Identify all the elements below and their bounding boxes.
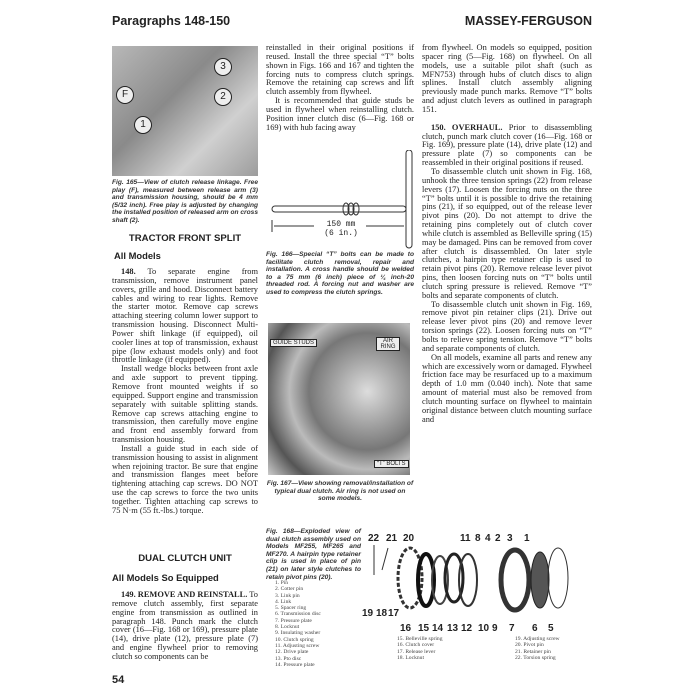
legend-item: 7. Pressure plate [275, 617, 312, 624]
paragraph: On all models, examine all parts and renew any which are excessively worn or damaged. Flywheel friction face may be resurfaced up to a maximum depth of 1.0 mm (0.040 inch). Note that same amount of material must also be removed from clutch mounting surface on flywheel to maintain original distance between clutch mounting surface and [422, 352, 592, 424]
callout-3: 3 [214, 58, 232, 76]
part-number: 10 [478, 623, 490, 634]
para-heading: 149. REMOVE AND REINSTALL. [121, 590, 248, 599]
paragraph: Install wedge blocks between front axle and axle support to prevent tipping. Remove front mounted weights if so equipped. Support engine and transmission separately with suitable splitting stands. Remove cap screws attaching engine to transmission, then carefully move engine and front end assembly forward from transmission housing. [112, 364, 258, 445]
fig168-callout-numbers [360, 530, 600, 634]
legend-item: 8. Locknut [275, 624, 300, 631]
col3-body [422, 44, 592, 424]
legend-item: 20. Pivot pin [515, 642, 544, 649]
part-number: 9 [492, 623, 498, 634]
legend-item: 6. Transmission disc [275, 611, 321, 618]
legend-item: 21. Retainer pin [515, 648, 551, 655]
fig167-caption: Fig. 167—View showing removal/installation of typical dual clutch. Air ring is not used on some models. [266, 480, 414, 503]
para-heading: 150. OVERHAUL. [431, 122, 503, 132]
label-air-ring: AIR RING [376, 337, 400, 351]
fig166-dimension [316, 220, 366, 238]
running-header-left: Paragraphs 148-150 [112, 14, 231, 28]
paragraph: Install a guide stud in each side of transmission housing to assist in alignment when rejoining tractor. Be sure that engine and transmission flanges meet before tightening attaching cap screws. DO NOT use the cap screws to force the two units together. Tighten attaching cap screws to 75 N·m (55 ft.-lbs.) torque. [112, 443, 258, 515]
legend-item: 12. Drive plate [275, 649, 309, 656]
callout-2: 2 [214, 88, 232, 106]
fig168-legend-3 [515, 636, 560, 661]
fig166-caption: Fig. 166—Special “T” bolts can be made to facilitate clutch removal, repair and installation. A cross handle should be welded to a 75 mm (6 inch) piece of ¼ inch-20 threaded rod. A forcing nut and washer are used to compress the clutch springs. [266, 251, 414, 296]
legend-item: 2. Cotter pin [275, 586, 304, 593]
part-number: 5 [548, 623, 554, 634]
part-number: 15 [418, 623, 430, 634]
section-title-front-split: TRACTOR FRONT SPLIT [128, 233, 242, 244]
label-t-bolts: “T” BOLTS [374, 460, 409, 468]
part-number: 2 [495, 533, 501, 544]
subtitle-all-models-so-equipped: All Models So Equipped [112, 572, 219, 583]
para148-text: To separate engine from transmission, remove instrument panel covers, grille and hood. Disconnect battery cables and wiring to rear lights. Remove the starter motor. Remove cap screws attaching steering column lower support to transmission housing. Disconnect Multi-Power shift linkage (if equipped), oil cooler lines at top of transmission, exhaust pipe (low exhaust models only) and foot throttle linkage (if equipped). [112, 267, 258, 365]
fig165-photo [112, 46, 258, 176]
label-guide-studs: GUIDE STUDS [270, 339, 317, 347]
section2-body [112, 591, 258, 662]
part-number: 13 [447, 623, 459, 634]
part-number: 22 [368, 533, 380, 544]
part-number: 18 [376, 608, 388, 619]
para-number: 148. [121, 267, 136, 276]
fig168-legend-1 [275, 580, 321, 668]
paragraph: To disassemble clutch unit shown in Fig. 169, remove pivot pin retainer clips (21). Drive out release lever pivot pins (20) and remove lever torsion springs (22). Loosen forcing nuts on “T” bolts to relieve spring tension. Remove “T” bolts and separate components of clutch. [422, 299, 592, 353]
legend-item: 22. Torsion spring [515, 654, 556, 661]
part-number: 17 [388, 608, 400, 619]
part-number: 12 [461, 623, 473, 634]
part-number: 8 [475, 533, 481, 544]
legend-item: 17. Release lever [397, 648, 436, 655]
paragraph: reinstalled in their original positions if reused. Install the three special “T” bolts shown in Figs. 166 and 167 and tighten the forcing nuts to compress clutch springs. Remove the retaining cap screws and lift clutch assembly from flywheel. [266, 43, 414, 97]
part-number: 19 [362, 608, 374, 619]
legend-item: 1. Pin [275, 580, 289, 586]
dimension-in: (6 in.) [324, 229, 358, 238]
part-number: 21 [386, 533, 398, 544]
section-title-dual-clutch: DUAL CLUTCH UNIT [138, 553, 232, 564]
para149-text: To remove clutch assembly, first separate engine from transmission as outlined in paragraph 148. Punch mark the clutch cover (16—Fig. 168 or 169), pressure plate (14), drive plate (12), pressure plate (7) and engine flywheel prior to removing clutch so components can be [112, 590, 258, 661]
legend-item: 9. Insulating washer [275, 630, 321, 637]
paragraph: It is recommended that guide studs be used in flywheel when reinstalling clutch. Position inner clutch disc (6—Fig. 168 or 169) with hub facing away [266, 96, 414, 132]
section1-body [112, 268, 258, 516]
dimension-mm: 150 mm [326, 220, 356, 229]
fig168-legend-2 [397, 636, 443, 661]
callout-1: 1 [134, 116, 152, 134]
legend-item: 11. Adjusting screw [275, 642, 320, 649]
running-header-right: MASSEY-FERGUSON [464, 14, 592, 28]
part-number: 4 [485, 533, 491, 544]
fig165-caption: Fig. 165—View of clutch release linkage. Free play (F), measured between release arm (3) and transmission housing, should be 4 mm (5/32 inch). Free play is adjusted by changing the installed position of released arm on cross shaft (2). [112, 179, 258, 224]
page-number: 54 [112, 674, 125, 686]
col2-body [266, 44, 414, 132]
legend-item: 14. Pressure plate [275, 661, 315, 668]
fig168-caption: Fig. 168—Exploded view of dual clutch assembly used on Models MF255, MF265 and MF270. A hairpin type retainer clip is used in place of pin (21) on later style clutches to retain pivot pins (20). [266, 528, 361, 581]
part-number: 14 [432, 623, 444, 634]
legend-item: 19. Adjusting screw [515, 636, 560, 642]
legend-item: 5. Spacer ring [275, 605, 307, 612]
subtitle-all-models: All Models [114, 250, 161, 261]
legend-item: 3. Link pin [275, 592, 300, 599]
paragraph: from flywheel. On models so equipped, position spacer ring (5—Fig. 168) on flywheel. On all models, use a suitable pilot shaft (such as MFN753) through hubs of clutch discs to align splines. Install clutch assembly aligning previously made punch marks. Remove “T” bolts and adjust clutch levers as outlined in paragraph 151. [422, 43, 592, 114]
callout-f: F [116, 86, 134, 104]
part-number: 16 [400, 623, 412, 634]
part-number: 11 [460, 533, 471, 544]
part-number: 6 [532, 623, 538, 634]
part-number: 7 [509, 623, 515, 634]
para150-text: Prior to disassembling clutch, punch mark clutch cover (16—Fig. 168 or Fig. 169), pressure plate (14), drive plate (12) and pressure plate (7) so components can be reassembled in their original positions if reused. [422, 122, 592, 168]
legend-item: 18. Locknut [397, 654, 425, 661]
fig167-photo [268, 323, 410, 475]
legend-item: 15. Belleville spring [397, 636, 443, 642]
legend-item: 4. Link [275, 598, 292, 605]
legend-item: 16. Clutch cover [397, 642, 435, 649]
paragraph: To disassemble clutch unit shown in Fig. 168, unhook the three tension springs (22) from release levers (17). Loosen the forcing nuts on the three “T” bolts until it is possible to drive the retaining pins (21), if so equipped, out of the release lever pivot pins (20). Do not attempt to drive the retaining pins completely out of clutch cover while clutch is assembled as Belleville spring (15) may be damaged. Pins can be removed from cover after clutch is disassembled. On later style clutches, a hairpin type retainer clip is used to retain pivot pins (20). Remove release lever pivot pins, then loosen forcing nuts on “T” bolts until clutch spring pressure is relieved. Remove “T” bolts and separate components of clutch. [422, 166, 592, 300]
legend-item: 10. Clutch spring [275, 636, 314, 643]
legend-item: 13. Pto disc [275, 655, 302, 662]
part-number: 20 [403, 533, 415, 544]
part-number: 3 [507, 533, 513, 544]
part-number: 1 [524, 533, 530, 544]
